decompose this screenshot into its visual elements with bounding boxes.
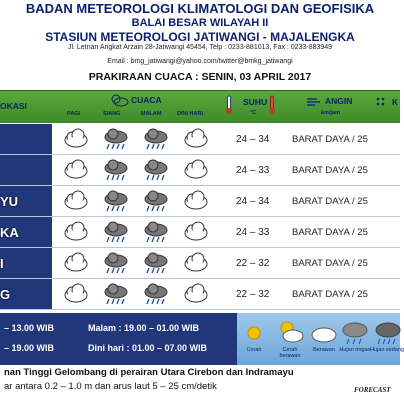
cloudy-icon (63, 282, 89, 307)
temp-unit: °C (250, 110, 257, 116)
cloudy-icon (310, 321, 338, 345)
table-row (0, 248, 400, 279)
row-temperature: 22 – 32 (236, 258, 270, 269)
table-row (0, 279, 400, 310)
row-temperature: 24 – 34 (236, 134, 270, 145)
cloudy-icon (183, 220, 209, 245)
row-temperature: 24 – 34 (236, 196, 270, 207)
cloudy-icon (183, 127, 209, 152)
weather-legend (237, 313, 404, 365)
row-temperature: 22 – 32 (236, 289, 270, 300)
legend-cerah-berawan: Cerah berawan (279, 347, 301, 359)
row-divider (0, 309, 400, 310)
row-wind: BARAT DAYA / 25 (292, 196, 368, 207)
period-malam: MALAM (141, 111, 162, 117)
station-name: STASIUN METEOROLOGI JATIWANGI - MAJALENGKA (45, 30, 355, 44)
wind-icon (306, 96, 322, 106)
forecast-brand: FORECAST (354, 386, 391, 394)
humidity-header: K (392, 97, 399, 107)
rain-icon (143, 189, 169, 214)
cloudy-icon (63, 220, 89, 245)
rain-icon (103, 127, 129, 152)
rain-icon (143, 158, 169, 183)
rain-icon (103, 282, 129, 307)
cloudy-icon (183, 158, 209, 183)
legend-hujan-ringan: Hujan ringan (339, 347, 371, 353)
rain-icon (103, 189, 129, 214)
sunny-cloudy-icon (277, 319, 305, 345)
row-wind: BARAT DAYA / 25 (292, 165, 368, 176)
regional-office: BALAI BESAR WILAYAH II (131, 17, 269, 29)
row-temperature: 24 – 33 (236, 165, 270, 176)
rain-icon (143, 127, 169, 152)
table-header (0, 90, 400, 123)
light-rain-icon (341, 319, 369, 347)
legend-berawan: Berawan (313, 347, 335, 353)
row-wind: BARAT DAYA / 25 (292, 258, 368, 269)
moderate-rain-icon (374, 319, 402, 347)
contact: Email : bmg_jatiwangi@yahoo.com/twitter@bmkg_jatiwangi (107, 58, 293, 65)
time-legend (0, 313, 237, 365)
row-wind: BARAT DAYA / 25 (292, 289, 368, 300)
cloudy-icon (183, 282, 209, 307)
table-row (0, 124, 400, 155)
wind-unit: km/jam (321, 110, 340, 116)
row-location: I (0, 256, 4, 271)
row-location: YU (0, 194, 19, 209)
thermometer-icon (225, 95, 233, 115)
sunny-icon (242, 321, 266, 345)
wave-info-line2: ar antara 0.2 – 1.0 m dan arus laut 5 – 25 cm/detik (4, 381, 217, 392)
cloudy-icon (183, 251, 209, 276)
pagi-time: – 13.00 WIB (4, 323, 55, 333)
address: Jl. Letnan Angkat Arzain 28-Jatiwangi 45454, Telp : 0233-881013, Fax : 0233-883949 (67, 44, 333, 51)
legend-hujan-sedang: Hujan sedang (370, 347, 404, 353)
wave-info-line1: nan Tinggi Gelombang di perairan Utara Cirebon dan Indramayu (4, 367, 294, 378)
siang-time: – 19.00 WIB (4, 343, 55, 353)
table-row (0, 217, 400, 248)
location-header: OKASI (0, 101, 27, 111)
rain-icon (103, 220, 129, 245)
humidity-icon (376, 97, 386, 107)
rain-icon (143, 282, 169, 307)
rain-icon (143, 220, 169, 245)
row-wind: BARAT DAYA / 25 (292, 134, 368, 145)
agency-title: BADAN METEOROLOGI KLIMATOLOGI DAN GEOFISIKA (25, 1, 375, 16)
weather-header: CUACA (131, 95, 162, 105)
row-location: KA (0, 225, 19, 240)
thermometer-red-icon (268, 95, 276, 115)
cloudy-icon (63, 189, 89, 214)
row-location: G (0, 287, 11, 302)
weather-header-icon (108, 93, 130, 107)
cloudy-icon (63, 158, 89, 183)
period-dini-hari: DINI HARI (177, 111, 203, 117)
cloudy-icon (183, 189, 209, 214)
rain-icon (143, 251, 169, 276)
forecast-date: PRAKIRAAN CUACA : SENIN, 03 APRIL 2017 (88, 71, 312, 83)
rain-icon (103, 251, 129, 276)
row-wind: BARAT DAYA / 25 (292, 227, 368, 238)
period-pagi: PAGI (67, 111, 81, 117)
legend-cerah: Cerah (246, 347, 262, 353)
malam-time: Malam : 19.00 – 01.00 WIB (88, 323, 200, 333)
wind-header: ANGIN (325, 96, 353, 106)
cloudy-icon (63, 127, 89, 152)
dini-time: Dini hari : 01.00 – 07.00 WIB (88, 343, 208, 353)
row-temperature: 24 – 33 (236, 227, 270, 238)
temp-header: SUHU (243, 97, 268, 107)
table-row (0, 155, 400, 186)
rain-icon (103, 158, 129, 183)
period-siang: SIANG (103, 111, 121, 117)
table-row (0, 186, 400, 217)
cloudy-icon (63, 251, 89, 276)
